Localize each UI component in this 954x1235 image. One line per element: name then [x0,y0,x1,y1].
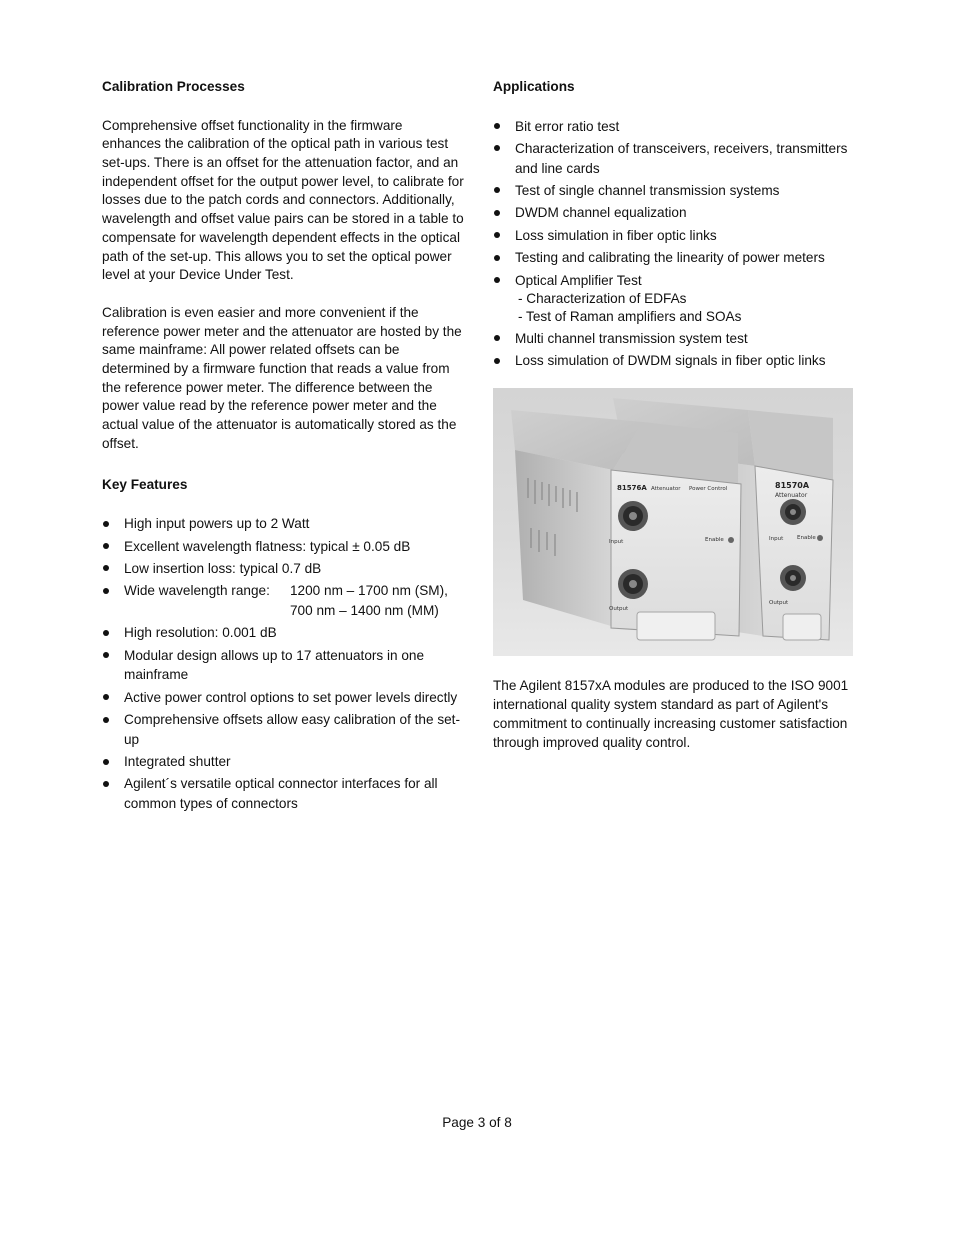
key-features-heading: Key Features [102,476,188,492]
applications-heading: Applications [493,79,575,94]
page-footer: Page 3 of 8 [442,1115,512,1130]
list-item: Active power control options to set power levels directly [102,688,464,708]
list-item: Modular design allows up to 17 attenuators in one mainframe [102,646,464,685]
module-a-front-panel [609,470,741,640]
module-a-model: 81576A [617,483,647,492]
applications-list [493,117,855,371]
module-a-power-label: Power Control [689,485,728,492]
wavelength-values [290,581,448,620]
product-photo [493,388,853,656]
wavelength-label: Wide wavelength range: [124,583,270,599]
module-b-output-label: Output [769,599,789,606]
list-item: DWDM channel equalization [493,203,855,223]
list-item: Low insertion loss: typical 0.7 dB [102,559,464,579]
calibration-heading: Calibration Processes [102,79,245,94]
wavelength-mm: 700 nm – 1400 nm (MM) [290,602,439,618]
module-b-front-panel [755,466,833,640]
product-photo-illustration [493,388,853,656]
list-item: Loss simulation in fiber optic links [493,226,855,246]
module-a-output-label: Output [609,605,629,612]
list-item: Agilent´s versatile optical connector interfaces for all common types of connectors [102,774,464,813]
module-b-title: Attenuator [775,491,808,499]
list-item: Multi channel transmission system test [493,329,855,349]
list-item-wavelength [102,581,464,620]
right-column [493,78,855,771]
module-b-enable-label: Enable [797,534,816,541]
list-item: Characterization of transceivers, receivers, transmitters and line cards [493,139,855,178]
key-features-list [102,514,464,813]
list-item: Integrated shutter [102,752,464,772]
photo-caption: The Agilent 8157xA modules are produced to the ISO 9001 international quality system standard as part of Agilent's commitment to continually increasing customer satisfaction through improved quality control. [493,677,849,750]
calibration-paragraph-1: Comprehensive offset functionality in the firmware enhances the calibration of the optical path in various test set-ups. There is an offset for the attenuation factor, and an independent offset for the output power level, to calibrate for losses due to the patch cords and connectors. Additionally, wavelength and offset value pairs can be stored in a table to compensate for wavelength dependent effects in the optical path of the set-up. This allows you to set the optical power level at your Device Under Test. [102,117,464,283]
list-item: Excellent wavelength flatness: typical ± 0.05 dB [102,537,464,557]
amplifier-label: Optical Amplifier Test [515,272,642,288]
module-a-enable-label: Enable [705,536,724,543]
amplifier-sub-edfa: - Characterization of EDFAs [518,291,687,307]
wavelength-sm: 1200 nm – 1700 nm (SM), [290,583,448,599]
list-item: High resolution: 0.001 dB [102,623,464,643]
module-b-model: 81570A [775,480,810,490]
module-b-input-label: Input [769,535,784,542]
list-item: Bit error ratio test [493,117,855,137]
module-a-input-label: Input [609,538,624,545]
calibration-paragraph-2: Calibration is even easier and more convenient if the reference power meter and the attenuator are hosted by the same mainframe: All power related offsets can be determined by a firmware function that reads a value from the reference power meter. The difference between the power value read by the reference power meter and the actual value of the attenuator is automatically stored as the offset. [102,304,462,451]
amplifier-sub-raman: - Test of Raman amplifiers and SOAs [518,309,742,325]
list-item: High input powers up to 2 Watt [102,514,464,534]
list-item: Loss simulation of DWDM signals in fiber optic links [493,351,855,371]
list-item-amplifier [493,271,855,327]
left-column [102,78,464,816]
list-item: Test of single channel transmission systems [493,181,855,201]
list-item: Comprehensive offsets allow easy calibration of the set-up [102,710,464,749]
list-item: Testing and calibrating the linearity of power meters [493,248,855,268]
module-a-title: Attenuator [651,485,681,492]
